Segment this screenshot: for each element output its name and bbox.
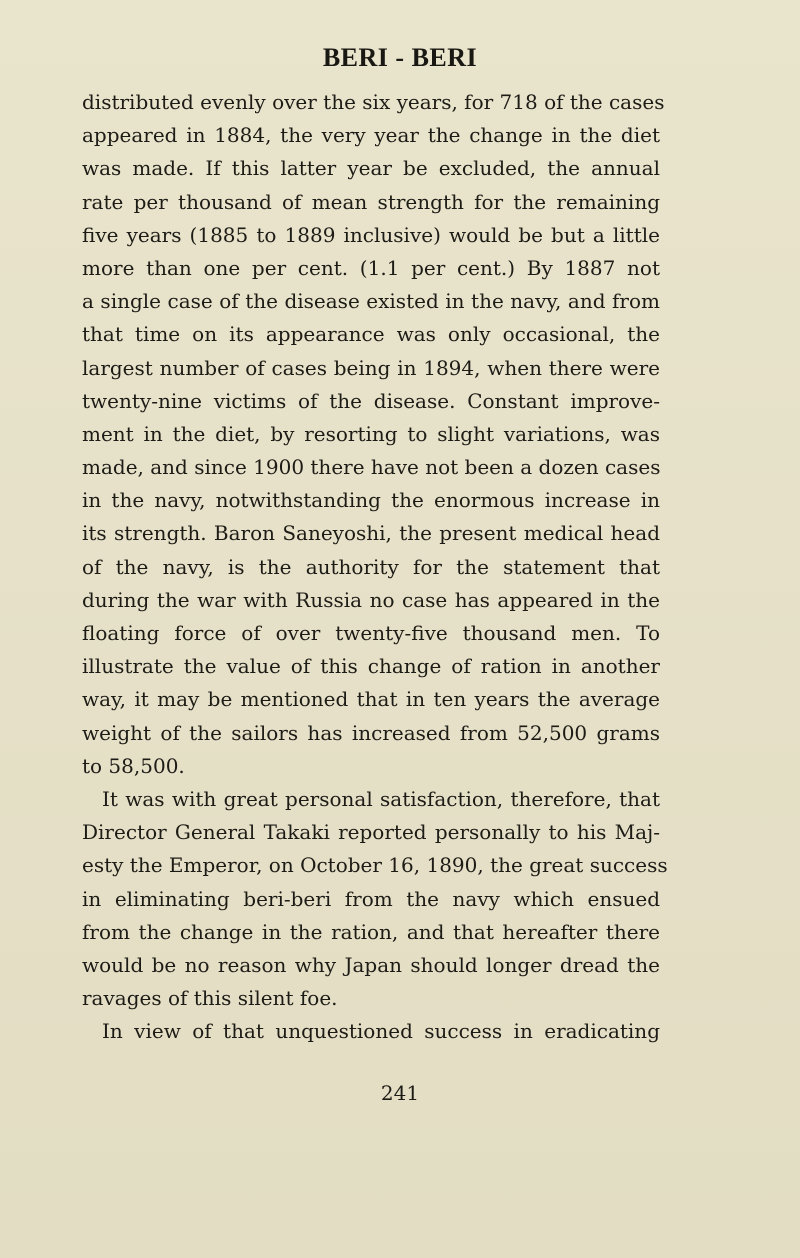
text-line: Director General Takaki reported personally to his Maj- [82,820,660,845]
text-line: largest number of cases being in 1894, when there were [82,355,660,380]
text-line: would be no reason why Japan should longer dread the [82,952,660,977]
running-head: BERI - BERI [322,43,478,72]
text-line: distributed evenly over the six years, for 718 of the cases [82,90,665,114]
text-line: in eliminating beri-beri from the navy which ensued [82,886,660,911]
text-line: from the change in the ration, and that hereafter there [82,919,660,944]
text-line: floating force of over twenty-five thousand men. To [82,621,660,645]
text-line: esty the Emperor, on October 16, 1890, the great success [82,853,668,878]
text-line: was made. If this latter year be excluded, the annual [82,156,660,181]
text-line: twenty-nine victims of the disease. Constant improve- [82,388,660,413]
text-line: more than one per cent. (1.1 per cent.) By 1887 not [82,255,660,280]
text-line: to 58,500. [82,753,185,778]
text-line: illustrate the value of this change of ration in another [82,654,660,679]
text-line: during the war with Russia no case has appeared in the [82,587,660,612]
text-line: weight of the sailors has increased from 52,500 grams [82,720,660,745]
text-line: way, it may be mentioned that in ten years the average [82,687,660,712]
text-line: It was with great personal satisfaction, therefore, that [102,786,660,811]
text-line: made, and since 1900 there have not been a dozen cases [82,455,661,480]
page-number: 241 [380,1081,420,1105]
text-line: of the navy, is the authority for the statement that [82,554,660,579]
text-line: ment in the diet, by resorting to slight variations, was [82,421,660,446]
text-line: appeared in 1884, the very year the change in the diet [82,123,660,148]
text-line: five years (1885 to 1889 inclusive) would be but a little [82,222,660,247]
text-line: In view of that unquestioned success in eradicating [102,1019,660,1044]
text-line: in the navy, notwithstanding the enormous increase in [82,488,660,513]
text-line: that time on its appearance was only occasional, the [82,322,660,347]
text-line: its strength. Baron Saneyoshi, the present medical head [82,521,660,546]
text-line: a single case of the disease existed in the navy, and from [82,289,660,314]
text-line: rate per thousand of mean strength for the remaining [82,189,660,214]
text-line: ravages of this silent foe. [82,986,338,1011]
body-text [82,86,668,1048]
